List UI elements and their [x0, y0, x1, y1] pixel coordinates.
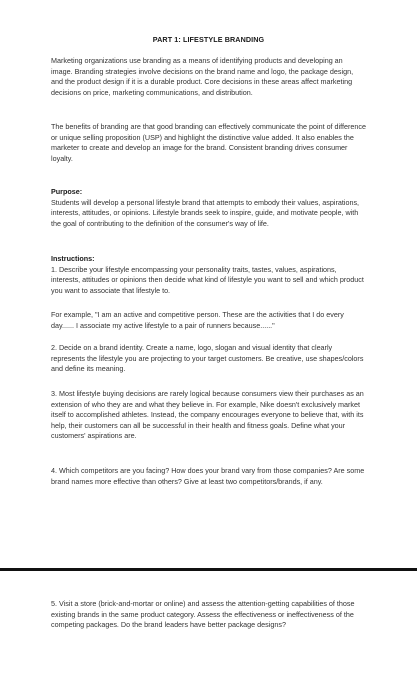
example-paragraph: For example, "I am an active and competitive person. These are the activities that I do every day...... I associate my active lifestyle to a pair of runners because......": [51, 310, 344, 330]
purpose-text: Students will develop a personal lifestyle brand that attempts to embody their values, aspirations, interests, attitudes, or opinions. Lifestyle brands seek to inspire, guide, and motivate people, with the goal of contributing to the definition of the consumer's way of life.: [51, 197, 360, 228]
step-2: 2. Decide on a brand identity. Create a name, logo, slogan and visual identity that clearly represents the lifestyle you are projecting to your target customers. Be creative, use shapes/colors and define its meaning.: [51, 343, 364, 374]
step-3: 3. Most lifestyle buying decisions are rarely logical because consumers view their purchases as an extension of who they are and what they believe in. For example, Nike doesn't exclusively market itself to accomplished athletes. Instead, the company encourages everyone to believe that, with its help, their customers can all be successful in their health and fitness goals. Define what your customers' aspirations are.: [51, 389, 364, 441]
step-1: 1. Describe your lifestyle encompassing your personality traits, tastes, values, aspirations, interests, attitudes or opinions then decide what kind of lifestyle you want to sell and which product you want to associate that lifestyle to.: [51, 264, 364, 295]
instructions-section: [51, 254, 366, 296]
intro-paragraph-2: The benefits of branding are that good branding can effectively communicate the point of difference or unique selling proposition (USP) and highlight the distinctive value added. It also enables the marketer to create and develop an image for the brand. Consistent branding drives consumer loyalty.: [51, 122, 366, 163]
purpose-section: [51, 187, 366, 229]
instructions-heading: Instructions:: [51, 254, 95, 263]
step-4: 4. Which competitors are you facing? How does your brand vary from those companies? Are some brand names more effective than others? Give at least two competitors/brands, if any.: [51, 466, 365, 486]
step-5: 5. Visit a store (brick-and-mortar or online) and assess the attention-getting capabilities of those existing brands in the same product category. Assess the effectiveness or ineffectiveness of the competing packages. Do the brand leaders have better package designs?: [51, 599, 355, 630]
intro-paragraph-1: Marketing organizations use branding as a means of identifying products and developing an image. Branding strategies involve decisions on the brand name and logo, the package design, and the product design if it is a durable product. Core decisions in these areas affect marketing decisions on price, marketing communications, and distribution.: [51, 56, 354, 97]
page-title: PART 1: LIFESTYLE BRANDING: [152, 35, 265, 44]
purpose-heading: Purpose:: [51, 187, 83, 196]
document-page-bottom: [0, 571, 417, 700]
